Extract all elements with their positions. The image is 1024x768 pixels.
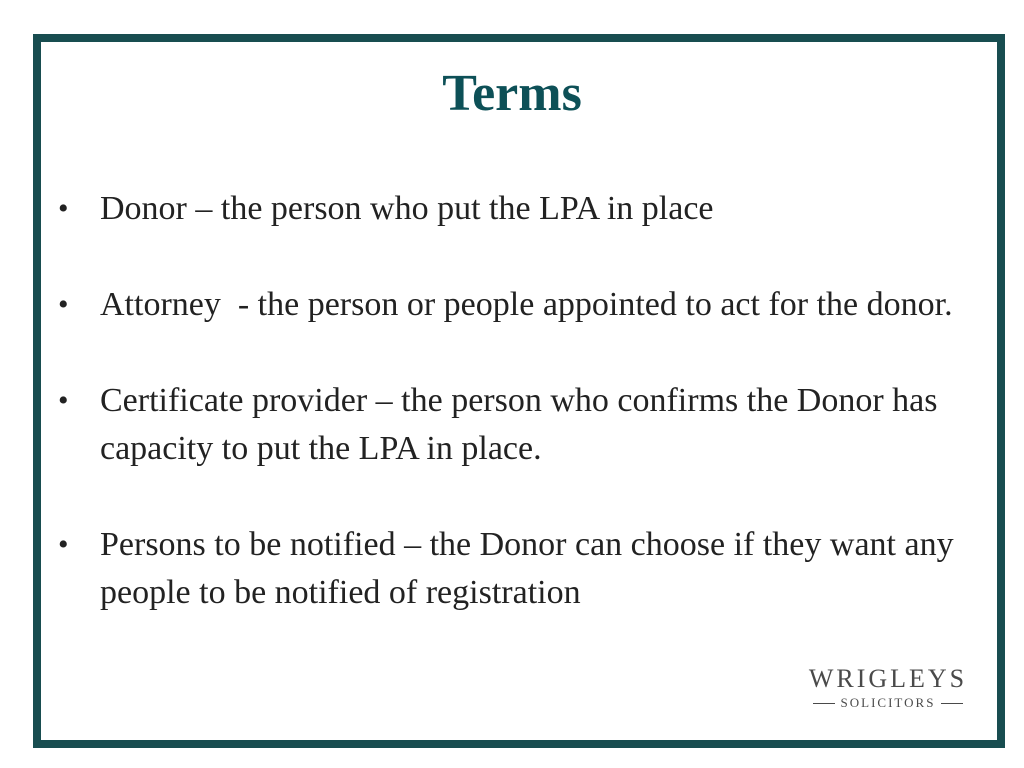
bullet-item-donor [56, 185, 956, 233]
bullet-text: Persons to be notified – the Donor can choose if they want any people to be notified of registration [100, 526, 954, 611]
logo-rule-left [813, 703, 835, 704]
bullet-dot-icon: • [58, 192, 69, 225]
slide-title: Terms [442, 65, 582, 122]
logo-tagline: SOLICITORS [840, 695, 936, 710]
logo-name: WRIGLEYS [808, 664, 968, 693]
bullet-text: Donor – the person who put the LPA in place [100, 190, 714, 227]
bullet-list [56, 185, 956, 665]
bullet-item-attorney [56, 281, 956, 329]
bullet-dot-icon: • [58, 288, 69, 321]
logo-rule-right [941, 703, 963, 704]
bullet-item-certificate-provider [56, 377, 956, 473]
wrigleys-logo [808, 665, 968, 711]
bullet-text: Certificate provider – the person who confirms the Donor has capacity to put the LPA in place. [100, 382, 938, 467]
bullet-dot-icon: • [58, 384, 69, 417]
bullet-text: Attorney - the person or people appointed to act for the donor. [100, 286, 953, 323]
bullet-dot-icon: • [58, 528, 69, 561]
bullet-item-persons-notified [56, 521, 956, 617]
logo-tagline-row [808, 695, 968, 711]
